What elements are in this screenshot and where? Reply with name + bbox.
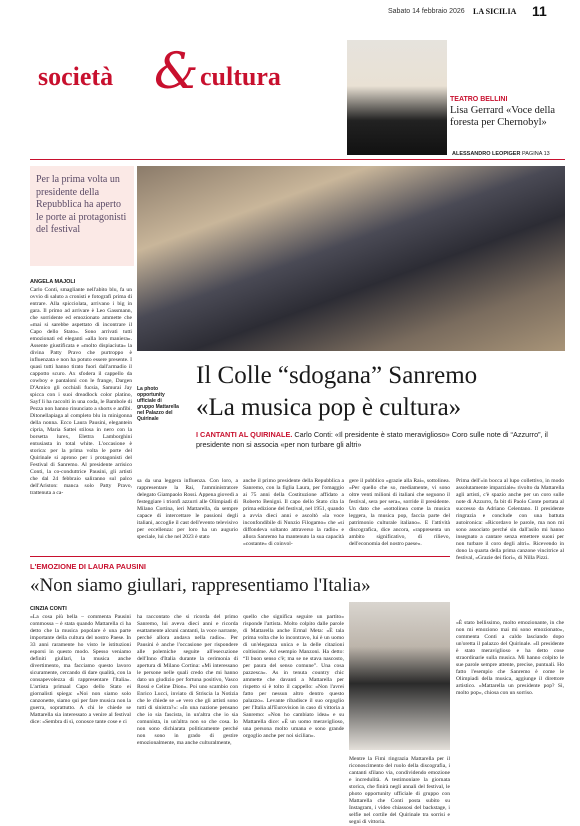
teaser-credit [452, 151, 550, 157]
second-headline: «Non siamo giullari, rappresentiamo l'Italia» [30, 575, 371, 596]
sidebar-quote-box [30, 166, 134, 266]
second-col4: Mentre la Fimi ringrazia Mattarella per il riconoscimento del ruolo della discografia, i cantanti sfilano via, condividendo emozione e incredulità. A testimoniare la giornata storica, che finirà negli annali del festival, le photo opportunity ufficiale di gruppo con Mattarella che Conti posta subito su Instagram, i video chiassosi del backstage, i selfie nel cortile del Quirinale tra sorrisi e segni di vittoria. [349, 756, 450, 825]
second-col2: ha raccontato che si ricorda del primo Sanremo, lui aveva dieci anni e ricorda esattamente alcuni cantanti, la voce narrante, perché allora andava nella radio». Per Pausini è anche l'occasione per rispondere alle polemiche seguite all'esecuzione dell'Inno d'Italia durante la cerimonia di apertura di Milano Cortina: «Mi interessano le persone nelle quali credo che mi hanno dato un giudizio per fortuna positivo, Vasco Rossi e Celine Dion». Poi uno scambio con Enrico Lucci, inviato di Striscia la Notizia che le chiede se «e vero che gli artisti sono tutti di sinistra?»: «In una nazione pensano che io sia fascista, in un'altra che io sia comunista, in un'altra non so che cosa. Io non sono dichiarata politicamente perché non sono in grado di gestire emozionalmente, ma anche culturalmente, [137, 614, 238, 746]
section-title [38, 40, 338, 100]
main-headline-2: «La musica pop è cultura» [196, 394, 462, 421]
teaser-page-ref: PAGINA 13 [521, 151, 550, 157]
section-title-right: cultura [200, 62, 281, 91]
main-subhead: Carlo Conti: «Il presidente è stato meraviglioso» Coro sulle note di “Azzurro”, il presidente non si associa «per non turbare gli altri» [196, 430, 548, 449]
teaser-rule [30, 159, 565, 160]
teaser-kicker: TEATRO BELLINI [450, 96, 508, 103]
teaser-title: Lisa Gerrard «Voce della foresta per Chernobyl» [450, 105, 556, 128]
second-col3: quello che significa seguire un partito» risponde l'artista. Molto colpito dalle parole di Mattarella anche Ermal Meta: «È tala prima volta che lo incontravo, lui è un uomo di un'eleganza unica e la delle citazioni coltissime. Ad esempio Manzoni. Ha detto: “Il buon senso c'è; ma se ne stava nascosto, per paura del senso comune”. Una cosa pazzesca». As in tenuta country chic ammette che davanti a Mattarella per rispetto si è tolto il cappello: «Non l'avrei fatto per nessun altro dentro questo palazzo». Levante ribadisce il suo orgoglio per l'Italia all'Eurovision in caso di vittoria a Sanremo: «Non ho cambiato idea» e su Mattarella dice: «È un uomo meraviglioso, una persona molto umana e sono grande orgoglio anche per noi sicilian». [243, 614, 344, 739]
second-kicker: L'EMOZIONE DI LAURA PAUSINI [30, 562, 146, 571]
main-headline-1: Il Colle “sdogana” Sanremo [196, 362, 478, 389]
main-col3: anche il primo presidente della Repubblica a Sanremo, con la figlia Laura, per l'omaggio ai 75 anni della Costituzione affidato a Roberto Benigni. Il capo dello Stato cita la prima edizione del festival, nel 1951, quando a avvia dieci anni e ascoltò «la voce inconfondibile di Nunzio Filogamo» che «si diffondeva soltanto attraverso la radio» e allora Sanremo ha mantenuto la sua capacità «costante» di coinvol- [243, 478, 344, 547]
main-subhead-box [196, 430, 564, 450]
main-col4: gere il pubblico «grazie alla Rai», sottolinea. «Per quello che so, mediamente, vi sono oltre venti milioni di italiani che seguono il festival, sera per sera», sorride il presidente. Un dato che «sottolinea come la musica leggera, la musica pop, faccia parte del patrimonio culturale italiano». E l'attività discografica, dice ancora, «rappresenta un ambito significativo, di rilievo, dell'economia del nostro paese». [349, 478, 450, 547]
second-photo [349, 602, 450, 750]
header-date: Sabato 14 febbraio 2026 [388, 8, 465, 15]
page-number: 11 [532, 3, 547, 19]
main-photo [137, 166, 565, 351]
section-title-ampersand: & [154, 42, 199, 100]
second-col1: «La cosa più bella – commenta Pausini commossa – è stata quando Mattarella ci ha detto che la musica popolare è una parte importante della cultura del nostro Paese. In 33 anni raramente ho visto le istituzioni esporsi in questo modo. Spesso veniamo definiti giullari, la musica anche divertimento, ma facciamo questo lavoro sicuramente, cercando di dare qualità, con la consapevolezza di rappresentare l'Italia». L'artista primaal Capo dello Stato ei giornalisti spiega: «Noi non siamo solo canzonette, siamo qui per fare musica non la guerra, soprattutto. A chi le chiede se Mattarella sia interessato a venire al festival dice: «Sembra di sì, conosce tante cose e ci [30, 614, 131, 725]
main-kicker: I CANTANTI AL QUIRINALE. [196, 430, 293, 439]
second-byline: CINZIA CONTI [30, 606, 67, 612]
page-header [0, 0, 580, 24]
main-byline: ANGELA MAJOLI [30, 279, 76, 285]
main-col5: Prima dell'«in bocca al lupo collettivo, in modo assolutamente imparziale» rivolto da Mattarella agli artisti, c'è spazio anche per un coro sulle note di Azzurro, fa bit di Paolo Conte portata al successo da Adriano Celentano. Il presidente ringrazia e conclude con una battuta autoironica: «Ricordavo le parole, ma non mi sono associato perché sin dall'asilo mi hanno insegnato a cantare senza emettere suoni per non turbare il coro degli altri». Ricevendo in dono la quarta della prima canzone vincitrice al festival, «Grazie dei fiori», di Nilla Pizzi. [456, 478, 564, 561]
second-rule [30, 556, 450, 557]
section-title-left: società [38, 62, 114, 91]
teaser-author: ALESSANDRO LEOPIGER [452, 151, 521, 157]
main-col2: sa da una leggera influenza. Con loro, a rappresentare la Rai, l'amministratore delegato Giampaolo Rossi. Appena giovedì a festeggiare i trionfi azzurri alle Olimpiadi di Milano Cortina, ieri Mattarella, da sempre capace di intercettare le passioni degli italiani, accoglie il cast dell'evento televisivo per eccellenza: per loro ha un augurio speciale, lui che nel 2023 è stato [137, 478, 238, 540]
teaser-photo [347, 40, 447, 155]
second-col5: «È stato bellissimo, molto emozionante, in che non mi emoziono mai mi sono emozionato», commenta Conti a caldo lasciando dopo un'oretta il palazzo del Quirinale. «Il presidente è stato meraviglioso e ha detto cose straordinarie sulla musica. Mi hanno colpito le sue parole sempre attente, precise, puntuali. Ho fatto l'esempio che Sanremo è come le Olimpiadi della musica, aggiunge il direttore artistico. «Mattarella un presidente pop? Sì, molto pop», chiosa con un sorriso. [456, 620, 564, 696]
header-paper-name: LA SICILIA [473, 7, 517, 16]
photo-caption: La photo opportunity ufficiale di gruppo Mattarella nel Palazzo del Quirinale [137, 386, 179, 422]
sidebar-quote: Per la prima volta un presidente della Repubblica ha aperto le porte ai protagonisti del festival [36, 174, 127, 235]
teaser-box [450, 96, 565, 129]
main-col1: Carlo Conti, smagliante nell'abito blu, fa un ovvio di saluto a cronisti e fotografi prima di entrare. Alla spicciolata, arrivano i big in gara. Il primo ad arrivare è Leo Gassmann, che sorridente ed emozionato ammette che «mai si sarebbe aspettato di incontrare il Capo dello Stato». Sono arrivati tutti emozionati ed eleganti «alla loro maniera». Assente giustificata e «molto dispiaciuta» la divina Patty Pravo che purtroppo è influenzata e non ha potuto essere presente. I quasi tutti hanno tirato fuori dall'armadio il cappotto scuro. Ax sfodera il cappello da cowboy e pantaloni con le frange, Dargen D'Amico gli occhiali fucsia, Samurai Jay spicca con i suoi dreadlock color platino, Sayf li ha raccolti in una coda, le Bambole di Pezza non hanno rinunciato a shorts e anfibi. Ditonellapiaga al completo blu in minigonna della nonna. Ecco Laura Pausini, elegantein cipria, Maria Sattei stilosa in nero con la borsetta lurex, Elettra Lamborghini entusiasta in total white. L'occasione è storica: per la prima volta le porte del Quirinale si aprono per i protagonisti del Festival di Sanremo. Al presidente arrisico Conti, la co-conduttrice Pausini, gli artisti che dal 24 febbraio saliranno sul palco dell'Ariston: manca solo Patty Pravo, trattenuta a ca- [30, 287, 132, 496]
